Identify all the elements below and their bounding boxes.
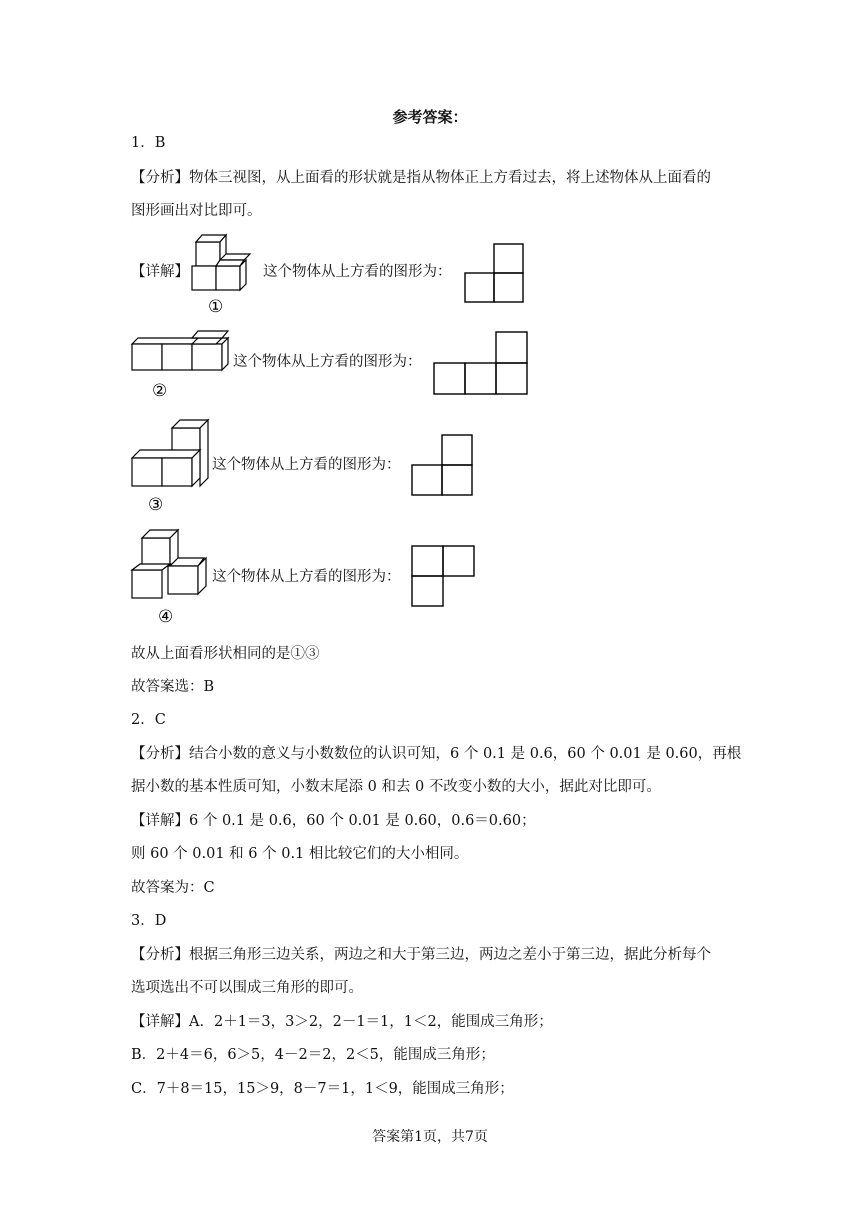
q2-analysis: 【分析】结合小数的意义与小数数位的认识可知，6 个 0.1 是 0.6，60 个 0.01 是 0.60，再根 [131,746,742,762]
q2-final: 故答案为：C [131,880,215,896]
q3-answer: 3．D [131,913,167,929]
q1-final: 故答案选：B [131,679,215,695]
q1-analysis-cont: 图形画出对比即可。 [131,203,262,219]
q1-view-text-4: 这个物体从上方看的图形为： [212,569,401,585]
q1-view-text-3: 这个物体从上方看的图形为： [212,457,401,473]
q1-detail-label: 【详解】 [131,264,189,280]
q1-conclusion: 故从上面看形状相同的是①③ [131,646,320,662]
top-view-1 [464,243,524,303]
cube-figure-4 [128,528,214,626]
q3-detail-b: B．2＋4＝6，6＞5，4－2＝2，2＜5，能围成三角形； [131,1047,495,1063]
page-footer: 答案第1页，共7页 [372,1129,488,1145]
q2-analysis-cont: 据小数的基本性质可知，小数末尾添 0 和去 0 不改变小数的大小，据此对比即可。 [131,779,661,795]
top-view-4 [411,545,477,607]
q1-analysis: 【分析】物体三视图，从上面看的形状就是指从物体正上方看过去，将上述物体从上面看的 [131,170,711,186]
page-title: 参考答案： [392,108,468,126]
q2-answer: 2．C [131,712,166,728]
q2-detail-cont: 则 60 个 0.01 和 6 个 0.1 相比较它们的大小相同。 [131,846,469,862]
cube-figure-2 [128,328,236,402]
q2-detail: 【详解】6 个 0.1 是 0.6，60 个 0.01 是 0.60，0.6＝0.60； [131,813,536,829]
figure-label-3: ③ [148,495,164,514]
figure-label-4: ④ [158,607,174,626]
figure-label-2: ② [152,381,168,401]
q1-view-text-2: 这个物体从上方看的图形为： [233,354,422,370]
cube-figure-1 [190,232,260,318]
q3-detail-a: 【详解】A．2＋1＝3，3＞2，2－1＝1，1＜2，能围成三角形； [131,1014,553,1030]
top-view-3 [411,434,473,496]
q3-analysis-cont: 选项选出不可以围成三角形的即可。 [131,980,363,996]
figure-label-1: ① [208,297,224,317]
q1-answer: 1．B [131,135,166,151]
q1-view-text-1: 这个物体从上方看的图形为： [263,264,452,280]
cube-figure-3 [128,418,214,514]
q3-analysis: 【分析】根据三角形三边关系，两边之和大于第三边，两边之差小于第三边，据此分析每个 [131,947,711,963]
top-view-2 [433,331,528,395]
q3-detail-c: C．7＋8＝15，15＞9，8－7＝1，1＜9，能围成三角形； [131,1081,514,1097]
